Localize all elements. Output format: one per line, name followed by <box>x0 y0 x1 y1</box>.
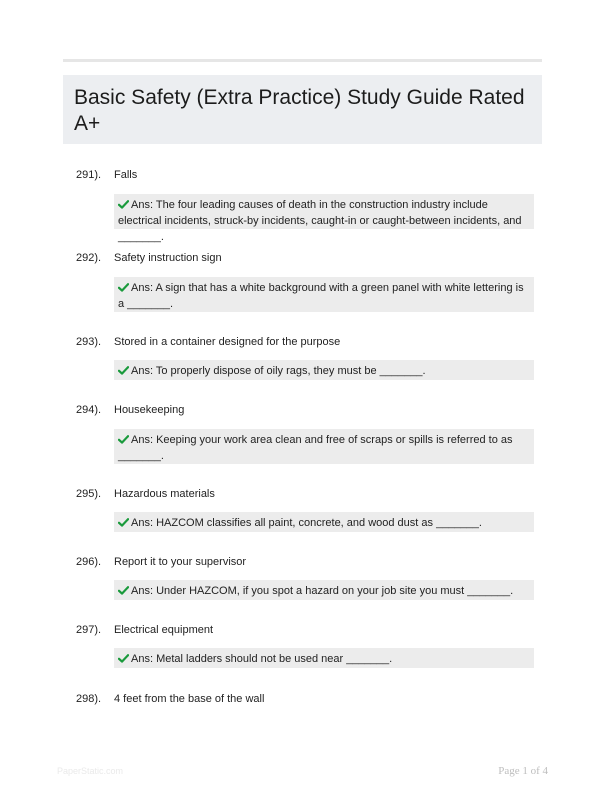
page-title: Basic Safety (Extra Practice) Study Guide Rated A+ <box>74 86 525 135</box>
question-term: Housekeeping <box>114 404 185 416</box>
answer-box <box>114 648 534 668</box>
question-number: 294). <box>76 404 102 416</box>
check-icon <box>118 283 129 292</box>
top-divider <box>63 59 542 62</box>
question-number: 296). <box>76 556 102 568</box>
check-icon <box>118 366 129 375</box>
answer-text: Ans: Keeping your work area clean and free of scraps or spills is referred to as _______. <box>118 434 513 462</box>
question-term: Falls <box>114 169 138 181</box>
answer-text: Ans: Under HAZCOM, if you spot a hazard on your job site you must _______. <box>131 585 514 597</box>
question-number: 295). <box>76 488 102 500</box>
answer-box <box>114 277 534 312</box>
question-term: Hazardous materials <box>114 488 215 500</box>
answer-text: Ans: A sign that has a white background with a green panel with white lettering is a _______. <box>118 282 524 310</box>
question-term: Report it to your supervisor <box>114 556 247 568</box>
page-number: Page 1 of 4 <box>498 765 548 777</box>
question-term: Safety instruction sign <box>114 252 222 264</box>
check-icon <box>118 586 129 595</box>
question-number: 298). <box>76 693 102 705</box>
answer-box <box>114 512 534 532</box>
footer-watermark: PaperStatic.com <box>57 766 124 776</box>
question-term: Electrical equipment <box>114 624 214 636</box>
check-icon <box>118 654 129 663</box>
question-number: 291). <box>76 169 102 181</box>
title-banner <box>63 75 542 144</box>
check-icon <box>118 200 129 209</box>
answer-box <box>114 580 534 600</box>
answer-text: Ans: HAZCOM classifies all paint, concrete, and wood dust as _______. <box>131 517 482 529</box>
check-icon <box>118 435 129 444</box>
question-number: 292). <box>76 252 102 264</box>
question-number: 293). <box>76 336 102 348</box>
answer-box <box>114 194 534 243</box>
question-term: 4 feet from the base of the wall <box>114 693 265 705</box>
answer-box <box>114 360 534 380</box>
answer-text: Ans: The four leading causes of death in the construction industry include electrical incidents, struck-by incidents, caught-in or caught-between incidents, and _______. <box>118 199 522 243</box>
answer-text: Ans: Metal ladders should not be used near _______. <box>131 653 393 665</box>
answer-text: Ans: To properly dispose of oily rags, they must be _______. <box>131 365 426 377</box>
check-icon <box>118 518 129 527</box>
question-number: 297). <box>76 624 102 636</box>
answer-box <box>114 429 534 464</box>
question-term: Stored in a container designed for the purpose <box>114 336 341 348</box>
